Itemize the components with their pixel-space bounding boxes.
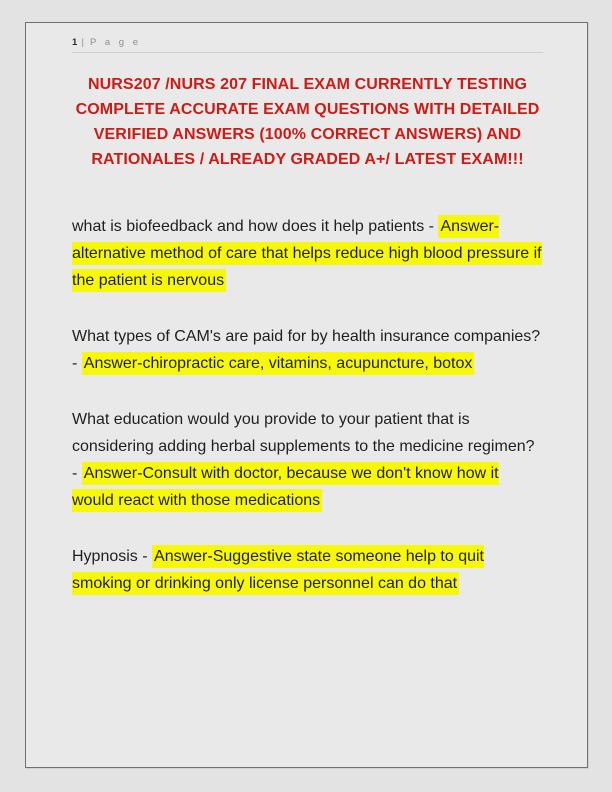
question-text: What types of CAM's are paid for by health insurance companies? - (72, 328, 541, 372)
qa-item (72, 213, 543, 294)
page-label: P a g e (90, 37, 141, 48)
answer-highlight: Answer-alternative method of care that helps reduce high blood pressure if the patient is nervous (72, 215, 542, 292)
page-content (26, 23, 587, 597)
document-page (25, 22, 588, 768)
answer-highlight: Answer-chiropractic care, vitamins, acupuncture, botox (82, 352, 475, 375)
document-title: NURS207 /NURS 207 FINAL EXAM CURRENTLY TESTING COMPLETE ACCURATE EXAM QUESTIONS WITH DETAILED VERIFIED ANSWERS (100% CORRECT ANSWERS) AND RATIONALES / ALREADY GRADED A+/ LATEST EXAM!!! (75, 76, 540, 168)
header-separator: | (81, 37, 87, 48)
page-number: 1 (72, 37, 79, 48)
qa-item (72, 323, 543, 377)
question-text: what is biofeedback and how does it help patients - (72, 218, 439, 235)
qa-item (72, 406, 543, 514)
answer-highlight: Answer-Suggestive state someone help to quit smoking or drinking only license personnel can do that (72, 545, 484, 595)
question-text: What education would you provide to your patient that is considering adding herbal supplements to the medicine regimen? - (72, 411, 535, 482)
answer-highlight: Answer-Consult with doctor, because we don't know how it would react with those medications (72, 462, 499, 512)
qa-item (72, 543, 543, 597)
question-text: Hypnosis - (72, 548, 153, 565)
page-header (72, 37, 543, 53)
qa-list (72, 213, 543, 597)
